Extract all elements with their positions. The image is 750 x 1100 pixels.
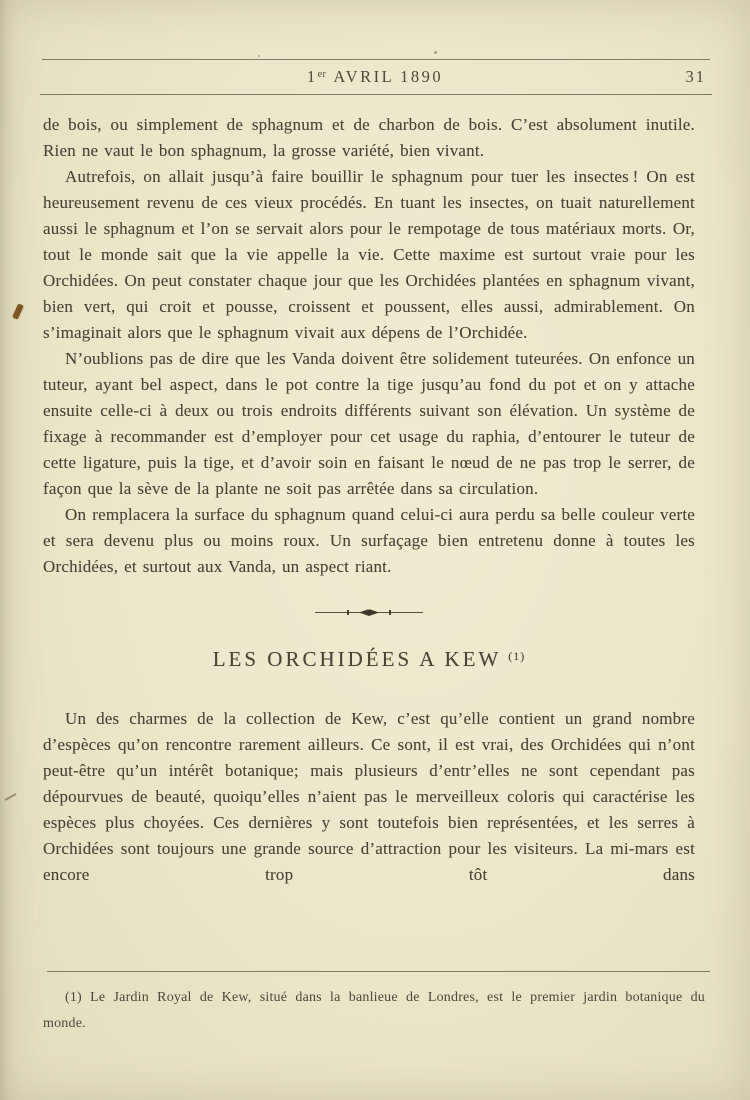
- page-number: 31: [685, 67, 706, 86]
- footnote-rule: [47, 971, 710, 972]
- paper-speck: [258, 55, 260, 57]
- header-rule-top: [42, 59, 710, 60]
- footnote-reference: (1): [508, 649, 526, 663]
- journal-date: [0, 67, 750, 87]
- footnote: [43, 985, 705, 1037]
- paper-speck: [434, 51, 437, 54]
- paper-scratch: [4, 793, 16, 801]
- date-day: 1: [306, 67, 318, 86]
- divider-dot-right: [389, 610, 391, 615]
- ink-speck: [12, 303, 24, 319]
- body-paragraph: Autrefois, on allait jusqu’à faire bouillir le sphagnum pour tuer les insectes ! On est heureusement revenu de ces vieux procédés. En tuant les insectes, on tuait naturellement aussi le sphagnum et l’on se servait alors pour le rempotage de tous matériaux morts. Or, tout le monde sait que la vie appelle la vie. Cette maxime est surtout vraie pour les Orchidées. On peut constater chaque jour que les Orchidées plantées en sphagnum vivant, bien vert, qui croit et pousse, croissent et poussent, elles aussi, admirablement. On s’imaginait alors que le sphagnum vivait aux dépens de l’Orchidée.: [43, 167, 695, 342]
- divider-dot-left: [347, 610, 349, 615]
- body-paragraph: On remplacera la surface du sphagnum quand celui-ci aura perdu sa belle couleur verte et sera devenu plus ou moins roux. Un surfaçage bien entretenu donne à toutes les Orchidées, et surtout aux Vanda, un aspect riant.: [43, 505, 695, 576]
- date-month-year: AVRIL 1890: [333, 67, 444, 86]
- article-title: [43, 647, 695, 672]
- body-paragraph: de bois, ou simplement de sphagnum et de charbon de bois. C’est absolument inutile. Rien ne vaut le bon sphagnum, la grosse variété, bien vivant.: [43, 115, 695, 160]
- divider-diamond: [359, 609, 379, 616]
- body-paragraph: N’oublions pas de dire que les Vanda doivent être solidement tuteurées. On enfonce un tuteur, ayant bel aspect, dans le pot contre la tige jusqu’au fond du pot et on y attache ensuite celle-ci à deux ou trois endroits différents suivant son élévation. Un système de fixage à recommander est d’employer pour cet usage du raphia, d’entourer le tuteur de cette ligature, puis la tige, et d’avoir soin en faisant le nœud de ne pas trop le serrer, de façon que la sève de la plante ne soit pas arrêtée dans sa circulation.: [43, 349, 695, 498]
- section-divider-ornament: [315, 608, 423, 617]
- article-title-text: LES ORCHIDÉES A KEW: [212, 647, 502, 671]
- date-day-suffix: er: [317, 69, 327, 80]
- body-paragraph: Un des charmes de la collection de Kew, c’est qu’elle contient un grand nombre d’espèces qu’on rencontre rarement ailleurs. Ce sont, il est vrai, des Orchidées qui n’ont peut-être qu’un intérêt botanique; mais plusieurs d’entr’elles ne sont cependant pas dépourvues de beauté, quoiqu’elles n’aient pas le merveilleux coloris qui caractérise les espèces plus choyées. Ces dernières y sont toutefois bien représentées, et les serres à Orchidées sont toujours une grande source d’attraction pour les visiteurs. La mi-mars est encore trop tôt dans: [43, 709, 695, 884]
- header-rule-bottom: [40, 94, 712, 95]
- footnote-text: (1) Le Jardin Royal de Kew, situé dans la banlieue de Londres, est le premier jardin botanique du monde.: [43, 990, 705, 1031]
- main-text-column: [43, 112, 695, 888]
